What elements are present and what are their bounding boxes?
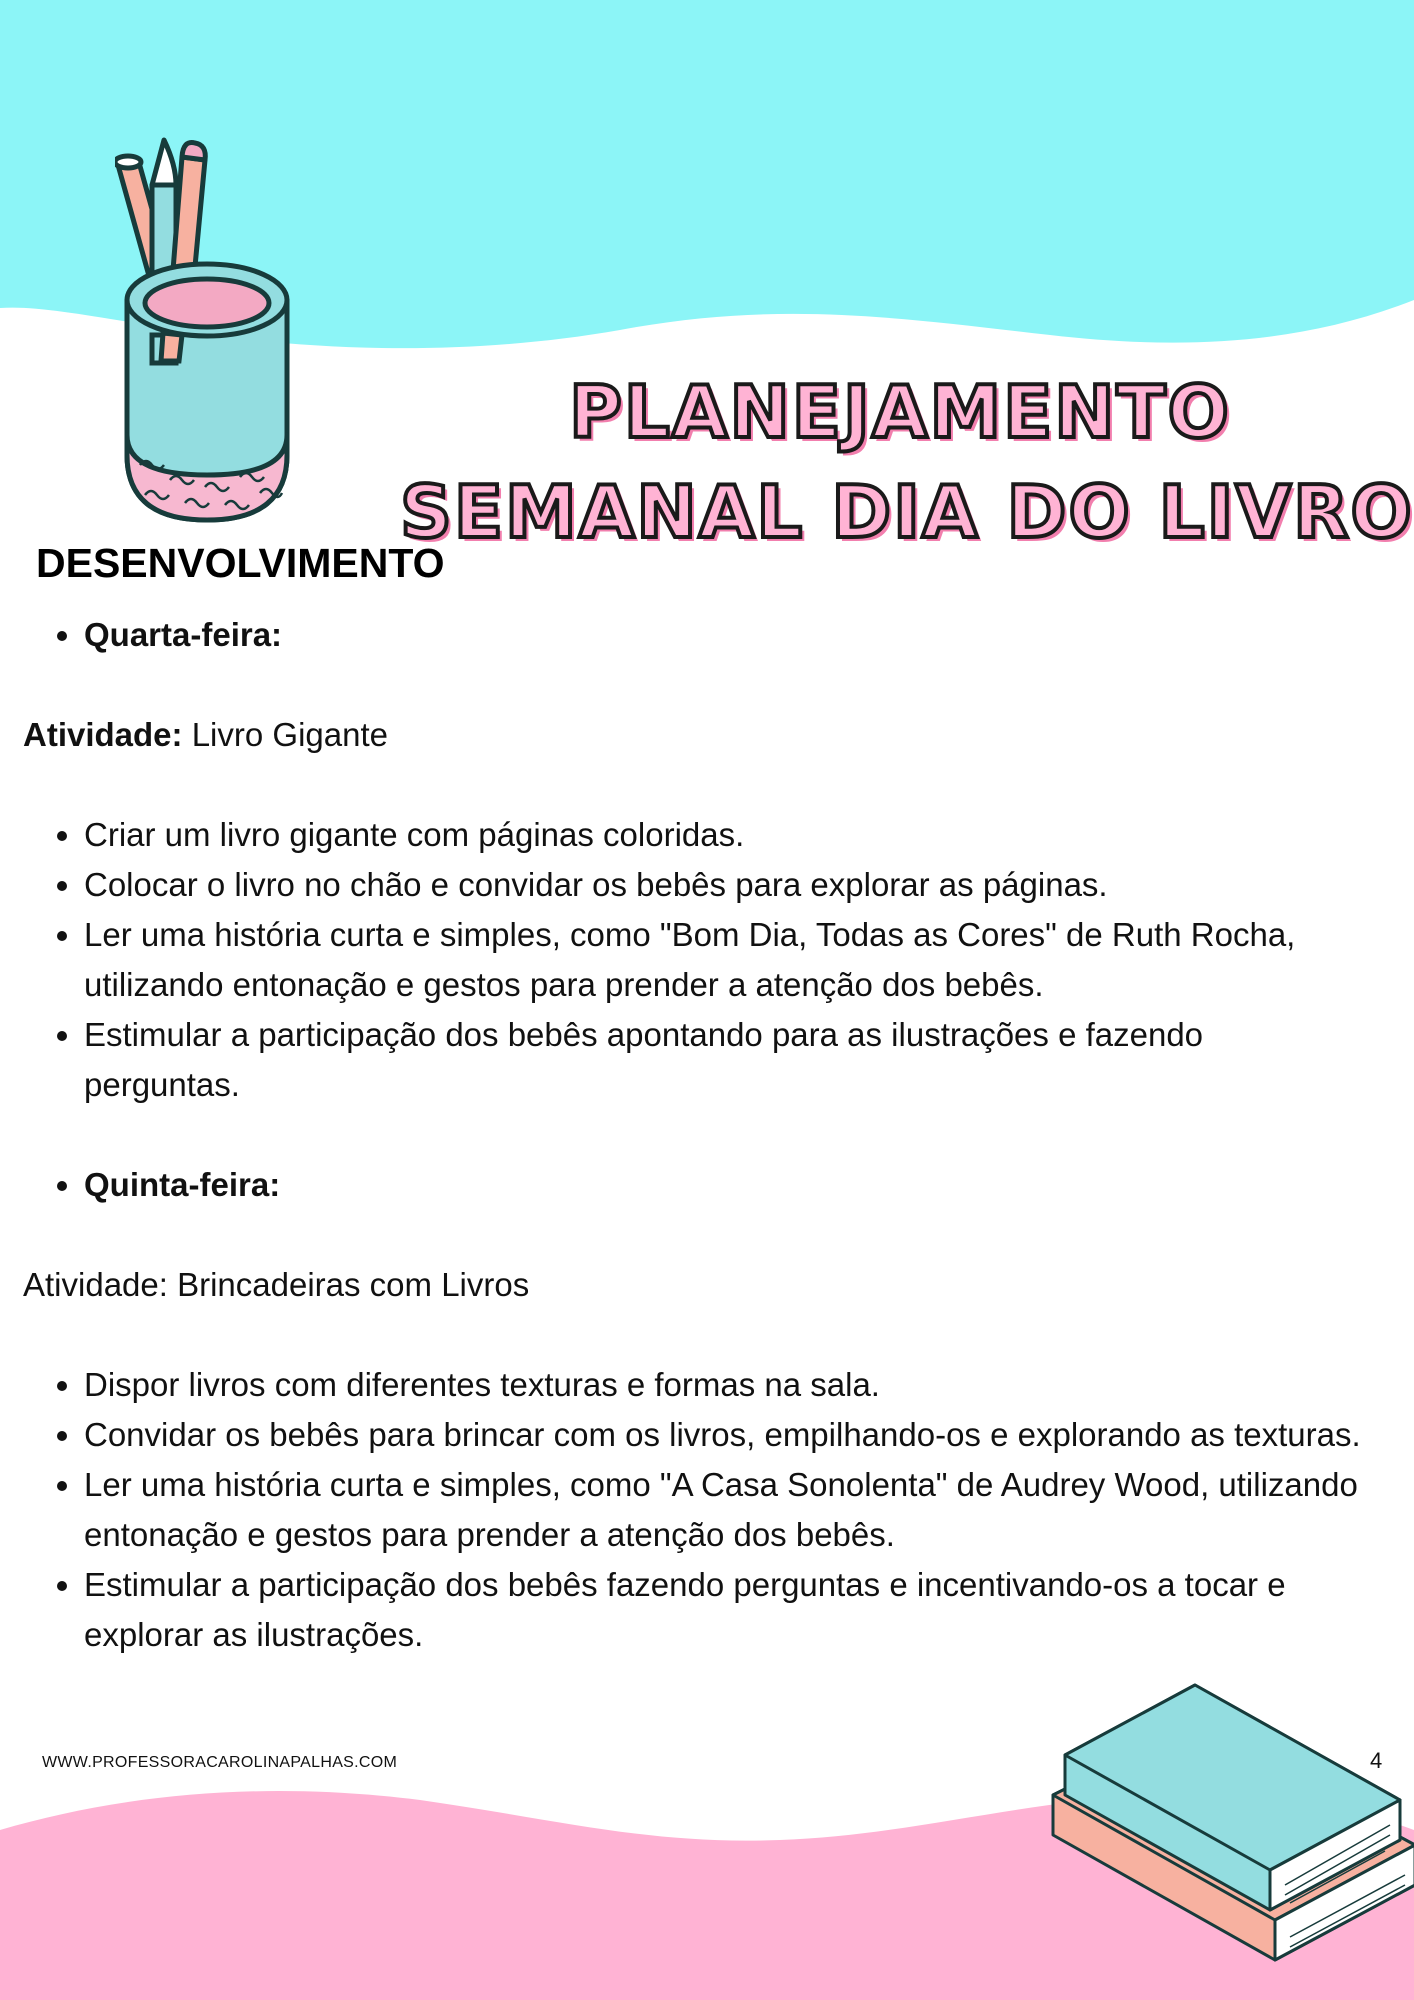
activity-name: Livro Gigante bbox=[182, 716, 388, 753]
activity-line-wednesday bbox=[23, 710, 1363, 760]
page-title bbox=[400, 362, 1414, 562]
activity-steps-wednesday bbox=[23, 810, 1363, 1110]
activity-line-thursday: Atividade: Brincadeiras com Livros bbox=[23, 1266, 530, 1303]
list-item: • Colocar o livro no chão e convidar os bebês para explorar as páginas. bbox=[84, 860, 1363, 910]
list-item: • Estimular a participação dos bebês fazendo perguntas e incentivando-os a tocar e explorar as ilustrações. bbox=[84, 1560, 1363, 1660]
day-heading-list bbox=[23, 1160, 1363, 1210]
content-body bbox=[23, 610, 1363, 1660]
footer-website-url: WWW.PROFESSORACAROLINAPALHAS.COM bbox=[42, 1754, 398, 1771]
list-item: • Ler uma história curta e simples, como "Bom Dia, Todas as Cores" de Ruth Rocha, utilizando entonação e gestos para prender a atenção dos bebês. bbox=[84, 910, 1363, 1010]
list-item: • Dispor livros com diferentes texturas e formas na sala. bbox=[84, 1360, 1363, 1410]
section-heading: DESENVOLVIMENTO bbox=[36, 540, 445, 586]
activity-steps-thursday bbox=[23, 1360, 1363, 1660]
book-stack-icon bbox=[1045, 1675, 1414, 1965]
list-item: • Criar um livro gigante com páginas coloridas. bbox=[84, 810, 1363, 860]
day-heading-wednesday: • Quarta-feira: bbox=[84, 610, 1363, 660]
activity-label: Atividade: bbox=[23, 716, 183, 753]
day-heading-thursday: • Quinta-feira: bbox=[84, 1160, 1363, 1210]
page-number: 4 bbox=[1370, 1748, 1383, 1773]
day-heading-list bbox=[23, 610, 1363, 660]
list-item: • Convidar os bebês para brincar com os livros, empilhando-os e explorando as texturas. bbox=[84, 1410, 1363, 1460]
list-item: • Estimular a participação dos bebês apontando para as ilustrações e fazendo perguntas. bbox=[84, 1010, 1363, 1110]
pencil-cup-icon bbox=[115, 135, 300, 530]
title-line-1: PLANEJAMENTO bbox=[569, 370, 1231, 454]
list-item: • Ler uma história curta e simples, como "A Casa Sonolenta" de Audrey Wood, utilizando entonação e gestos para prender a atenção dos bebês. bbox=[84, 1460, 1363, 1560]
title-line-2: SEMANAL DIA DO LIVRO bbox=[400, 470, 1414, 554]
